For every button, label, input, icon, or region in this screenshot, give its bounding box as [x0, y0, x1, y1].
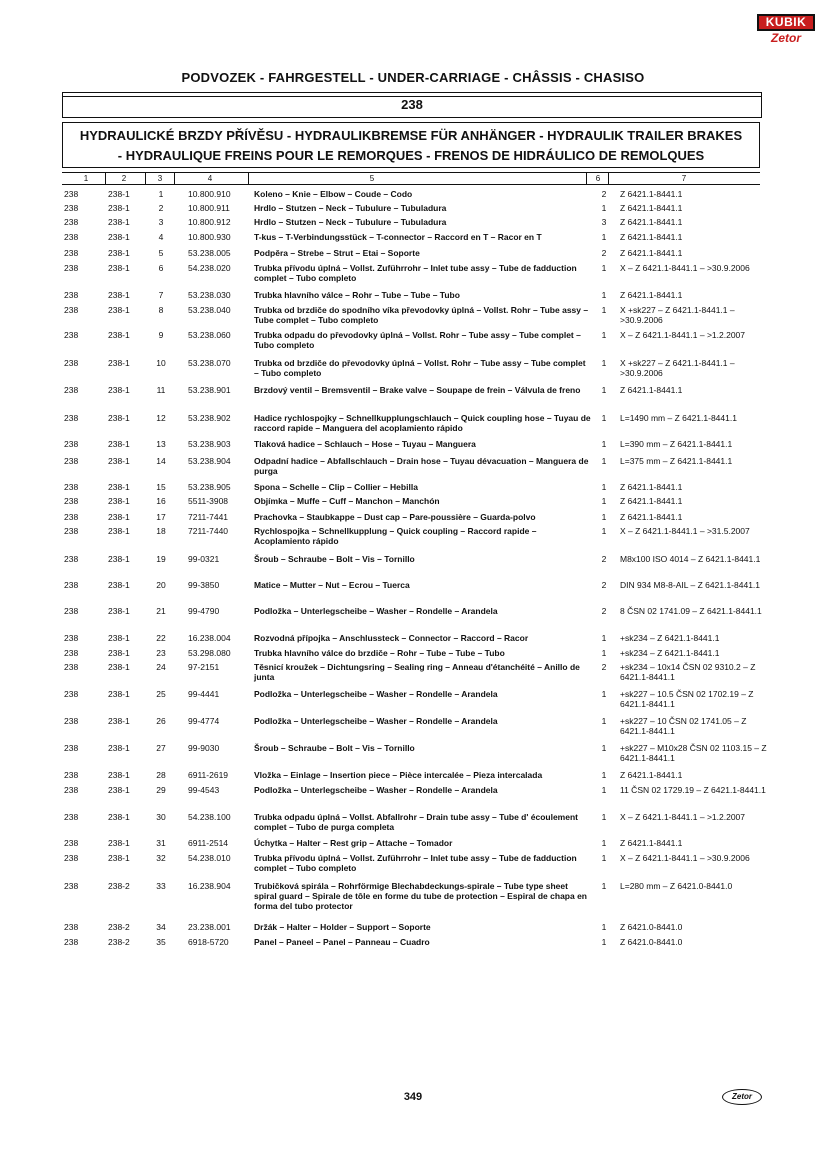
- cell-c5: Podložka – Unterlegscheibe – Washer – Rondelle – Arandela: [254, 716, 498, 726]
- cell-c3: 31: [156, 838, 166, 848]
- cell-c5: Trubka přívodu úplná – Vollst. Zuführrohr – Inlet tube assy – Tube de fadduction complet – Tubo completo: [254, 853, 577, 873]
- cell-c7: DIN 934 M8-8-AIL – Z 6421.1-8441.1: [620, 580, 761, 590]
- cell-c1: 238: [64, 203, 79, 213]
- cell-c5: Tlaková hadice – Schlauch – Hose – Tuyau – Manguera: [254, 439, 476, 449]
- cell-c4: 99-4543: [188, 785, 220, 795]
- cell-c3: 26: [156, 716, 166, 726]
- cell-c6: 1: [601, 305, 607, 315]
- cell-c5: Trubka přívodu úplná – Vollst. Zuführrohr – Inlet tube assy – Tube de fadduction complet – Tubo completo: [254, 263, 577, 283]
- cell-c7: Z 6421.1-8441.1: [620, 290, 683, 300]
- cell-c6: 2: [601, 580, 607, 590]
- column-header-2: 2: [121, 174, 127, 183]
- cell-c4: 16.238.904: [188, 881, 231, 891]
- column-header-4: 4: [207, 174, 213, 183]
- cell-c1: 238: [64, 385, 79, 395]
- cell-c1: 238: [64, 358, 79, 368]
- cell-c6: 2: [601, 554, 607, 564]
- cell-c2: 238-1: [108, 456, 130, 466]
- cell-c1: 238: [64, 785, 79, 795]
- cell-c7: Z 6421.0-8441.0: [620, 937, 683, 947]
- cell-c6: 1: [601, 385, 607, 395]
- cell-c2: 238-1: [108, 189, 130, 199]
- cell-c2: 238-2: [108, 937, 130, 947]
- cell-c3: 8: [158, 305, 164, 315]
- cell-c6: 1: [601, 648, 607, 658]
- cell-c7: Z 6421.1-8441.1: [620, 385, 683, 395]
- cell-c5: Brzdový ventil – Bremsventil – Brake valve – Soupape de frein – Válvula de freno: [254, 385, 581, 395]
- cell-c5: Koleno – Knie – Elbow – Coude – Codo: [254, 189, 413, 199]
- cell-c7: +sk234 – Z 6421.1-8441.1: [620, 648, 720, 658]
- cell-c3: 30: [156, 812, 166, 822]
- cell-c7: +sk227 – 10.5 ČSN 02 1702.19 – Z 6421.1-8441.1: [620, 689, 754, 709]
- cell-c7: L=375 mm – Z 6421.1-8441.1: [620, 456, 733, 466]
- cell-c6: 1: [601, 770, 607, 780]
- cell-c5: Vložka – Einlage – Insertion piece – Pièce intercalée – Pieza intercalada: [254, 770, 543, 780]
- cell-c1: 238: [64, 662, 79, 672]
- cell-c3: 19: [156, 554, 166, 564]
- cell-c4: 53.238.905: [188, 482, 231, 492]
- cell-c3: 12: [156, 413, 166, 423]
- cell-c3: 2: [158, 203, 164, 213]
- cell-c6: 1: [601, 633, 607, 643]
- cell-c5: Hrdlo – Stutzen – Neck – Tubulure – Tubuladura: [254, 217, 447, 227]
- section-label: 238: [401, 97, 423, 112]
- cell-c1: 238: [64, 853, 79, 863]
- cell-c5: Šroub – Schraube – Bolt – Vis – Tornillo: [254, 743, 415, 753]
- cell-c5: T-kus – T-Verbindungsstück – T-connector – Raccord en T – Racor en T: [254, 232, 542, 242]
- cell-c7: +sk234 – 10x14 ČSN 02 9310.2 – Z 6421.1-8441.1: [620, 662, 756, 682]
- cell-c4: 6911-2619: [188, 770, 229, 780]
- cell-c1: 238: [64, 716, 79, 726]
- cell-c7: Z 6421.1-8441.1: [620, 512, 683, 522]
- cell-c7: 8 ČSN 02 1741.09 – Z 6421.1-8441.1: [620, 606, 762, 616]
- cell-c5: Trubka hlavního válce do brzdiče – Rohr – Tube – Tube – Tubo: [254, 648, 505, 658]
- cell-c5: Matice – Mutter – Nut – Ecrou – Tuerca: [254, 580, 410, 590]
- cell-c2: 238-1: [108, 439, 130, 449]
- subtitle-line-1: HYDRAULICKÉ BRZDY PŘÍVĚSU - HYDRAULIKBREMSE FÜR ANHÄNGER - HYDRAULIK TRAILER BRAKES: [79, 128, 743, 143]
- cell-c7: Z 6421.1-8441.1: [620, 838, 683, 848]
- cell-c6: 1: [601, 358, 607, 368]
- cell-c4: 10.800.911: [188, 203, 230, 213]
- cell-c2: 238-1: [108, 648, 130, 658]
- cell-c5: Úchytka – Halter – Rest grip – Attache – Tomador: [254, 838, 453, 848]
- cell-c6: 1: [601, 456, 607, 466]
- cell-c3: 28: [156, 770, 166, 780]
- cell-c4: 99-9030: [188, 743, 220, 753]
- cell-c1: 238: [64, 248, 79, 258]
- cell-c1: 238: [64, 770, 79, 780]
- cell-c7: X – Z 6421.1-8441.1 – >1.2.2007: [620, 812, 746, 822]
- cell-c2: 238-1: [108, 785, 130, 795]
- cell-c1: 238: [64, 881, 79, 891]
- cell-c2: 238-1: [108, 633, 130, 643]
- cell-c6: 1: [601, 853, 607, 863]
- cell-c1: 238: [64, 512, 79, 522]
- cell-c4: 53.238.070: [188, 358, 231, 368]
- cell-c5: Objímka – Muffe – Cuff – Manchon – Manchón: [254, 496, 440, 506]
- cell-c4: 10.800.930: [188, 232, 231, 242]
- cell-c3: 22: [156, 633, 166, 643]
- cell-c1: 238: [64, 456, 79, 466]
- cell-c2: 238-1: [108, 689, 130, 699]
- cell-c1: 238: [64, 648, 79, 658]
- cell-c4: 7211-7441: [188, 512, 229, 522]
- cell-c6: 1: [601, 439, 607, 449]
- cell-c7: Z 6421.1-8441.1: [620, 189, 683, 199]
- cell-c4: 99-3850: [188, 580, 220, 590]
- cell-c6: 1: [601, 232, 607, 242]
- cell-c5: Podložka – Unterlegscheibe – Washer – Rondelle – Arandela: [254, 606, 498, 616]
- cell-c2: 238-1: [108, 263, 130, 273]
- cell-c6: 1: [601, 526, 607, 536]
- cell-c3: 1: [158, 189, 164, 199]
- cell-c2: 238-2: [108, 922, 130, 932]
- cell-c6: 1: [601, 716, 607, 726]
- cell-c4: 53.238.903: [188, 439, 231, 449]
- column-header-1: 1: [83, 174, 89, 183]
- cell-c3: 3: [158, 217, 164, 227]
- cell-c1: 238: [64, 305, 79, 315]
- cell-c5: Těsnicí kroužek – Dichtungsring – Sealing ring – Anneau d'étanchéité – Anillo de junta: [254, 662, 580, 682]
- cell-c5: Trubka odpadu do převodovky úplná – Vollst. Rohr – Tube assy – Tube complet – Tubo completo: [254, 330, 581, 350]
- cell-c6: 1: [601, 937, 607, 947]
- cell-c2: 238-1: [108, 305, 130, 315]
- cell-c3: 23: [156, 648, 166, 658]
- cell-c7: X +sk227 – Z 6421.1-8441.1 – >30.9.2006: [620, 358, 735, 378]
- cell-c4: 53.238.030: [188, 290, 231, 300]
- cell-c3: 6: [158, 263, 164, 273]
- cell-c7: X – Z 6421.1-8441.1 – >30.9.2006: [620, 263, 750, 273]
- cell-c2: 238-1: [108, 662, 130, 672]
- cell-c4: 99-4790: [188, 606, 220, 616]
- cell-c3: 4: [158, 232, 164, 242]
- cell-c4: 99-0321: [188, 554, 220, 564]
- subtitle-line-2: - HYDRAULIQUE FREINS POUR LE REMORQUES - FRENOS DE HIDRÁULICO DE REMOLQUES: [117, 148, 705, 163]
- cell-c1: 238: [64, 838, 79, 848]
- cell-c1: 238: [64, 290, 79, 300]
- cell-c3: 11: [156, 385, 166, 395]
- cell-c1: 238: [64, 217, 79, 227]
- cell-c2: 238-1: [108, 580, 130, 590]
- cell-c4: 16.238.004: [188, 633, 231, 643]
- cell-c4: 10.800.912: [188, 217, 231, 227]
- cell-c2: 238-1: [108, 385, 130, 395]
- section-number: [62, 92, 762, 118]
- zetor-footer-logo: Zetor: [722, 1089, 762, 1105]
- cell-c3: 7: [158, 290, 164, 300]
- zetor-logo-text: Zetor: [771, 31, 801, 45]
- cell-c5: Trubka od brzdiče do převodovky úplná – Vollst. Rohr – Tube assy – Tube complet – Tubo completo: [254, 358, 586, 378]
- cell-c5: Podložka – Unterlegscheibe – Washer – Rondelle – Arandela: [254, 785, 498, 795]
- cell-c2: 238-1: [108, 482, 130, 492]
- cell-c5: Šroub – Schraube – Bolt – Vis – Tornillo: [254, 554, 415, 564]
- cell-c6: 1: [601, 290, 607, 300]
- cell-c2: 238-2: [108, 881, 130, 891]
- cell-c7: +sk227 – 10 ČSN 02 1741.05 – Z 6421.1-8441.1: [620, 716, 747, 736]
- cell-c7: Z 6421.1-8441.1: [620, 482, 683, 492]
- cell-c1: 238: [64, 496, 79, 506]
- cell-c3: 20: [156, 580, 166, 590]
- cell-c6: 1: [601, 812, 607, 822]
- cell-c2: 238-1: [108, 606, 130, 616]
- cell-c3: 27: [156, 743, 166, 753]
- cell-c7: X – Z 6421.1-8441.1 – >30.9.2006: [620, 853, 750, 863]
- cell-c6: 1: [601, 922, 607, 932]
- cell-c1: 238: [64, 413, 79, 423]
- cell-c1: 238: [64, 633, 79, 643]
- cell-c7: 11 ČSN 02 1729.19 – Z 6421.1-8441.1: [620, 785, 766, 795]
- cell-c7: L=390 mm – Z 6421.1-8441.1: [620, 439, 733, 449]
- cell-c4: 53.238.060: [188, 330, 231, 340]
- cell-c1: 238: [64, 580, 79, 590]
- cell-c4: 54.238.020: [188, 263, 231, 273]
- cell-c7: L=280 mm – Z 6421.0-8441.0: [620, 881, 733, 891]
- cell-c3: 10: [156, 358, 166, 368]
- cell-c4: 53.238.904: [188, 456, 231, 466]
- cell-c4: 5511-3908: [188, 496, 229, 506]
- cell-c3: 16: [156, 496, 166, 506]
- cell-c5: Podpěra – Strebe – Strut – Etai – Soporte: [254, 248, 420, 258]
- cell-c6: 1: [601, 203, 607, 213]
- cell-c3: 15: [156, 482, 166, 492]
- cell-c1: 238: [64, 689, 79, 699]
- cell-c3: 5: [158, 248, 164, 258]
- cell-c7: Z 6421.1-8441.1: [620, 232, 683, 242]
- cell-c2: 238-1: [108, 554, 130, 564]
- cell-c2: 238-1: [108, 838, 130, 848]
- cell-c1: 238: [64, 330, 79, 340]
- cell-c3: 14: [156, 456, 166, 466]
- cell-c7: +sk234 – Z 6421.1-8441.1: [620, 633, 720, 643]
- cell-c3: 9: [158, 330, 164, 340]
- cell-c5: Odpadní hadice – Abfallschlauch – Drain hose – Tuyau dévacuation – Manguera de purga: [254, 456, 589, 476]
- cell-c5: Trubka od brzdiče do spodního víka převodovky úplná – Vollst. Rohr – Tube assy – Tube complet – Tubo completo: [254, 305, 589, 325]
- cell-c4: 99-4441: [188, 689, 220, 699]
- cell-c1: 238: [64, 606, 79, 616]
- cell-c3: 25: [156, 689, 166, 699]
- cell-c2: 238-1: [108, 413, 130, 423]
- cell-c4: 6911-2514: [188, 838, 229, 848]
- kubik-logo-text: KUBIK: [757, 14, 815, 31]
- cell-c2: 238-1: [108, 770, 130, 780]
- cell-c4: 23.238.001: [188, 922, 231, 932]
- cell-c3: 29: [156, 785, 166, 795]
- cell-c7: Z 6421.1-8441.1: [620, 496, 683, 506]
- cell-c3: 21: [156, 606, 166, 616]
- cell-c6: 1: [601, 263, 607, 273]
- cell-c3: 18: [156, 526, 166, 536]
- cell-c6: 1: [601, 689, 607, 699]
- cell-c2: 238-1: [108, 232, 130, 242]
- column-header-7: 7: [681, 174, 687, 183]
- cell-c4: 10.800.910: [188, 189, 231, 199]
- cell-c7: M8x100 ISO 4014 – Z 6421.1-8441.1: [620, 554, 761, 564]
- page-title: PODVOZEK - FAHRGESTELL - UNDER-CARRIAGE - CHÂSSIS - CHASISO: [181, 70, 645, 85]
- cell-c5: Trubka hlavního válce – Rohr – Tube – Tube – Tubo: [254, 290, 460, 300]
- cell-c2: 238-1: [108, 853, 130, 863]
- cell-c6: 1: [601, 881, 607, 891]
- cell-c7: Z 6421.1-8441.1: [620, 217, 683, 227]
- cell-c1: 238: [64, 743, 79, 753]
- cell-c5: Prachovka – Staubkappe – Dust cap – Pare-poussière – Guarda-polvo: [254, 512, 536, 522]
- column-header-5: 5: [369, 174, 375, 183]
- cell-c2: 238-1: [108, 217, 130, 227]
- cell-c6: 1: [601, 743, 607, 753]
- column-header-6: 6: [595, 174, 601, 183]
- cell-c1: 238: [64, 232, 79, 242]
- cell-c4: 7211-7440: [188, 526, 229, 536]
- column-header-3: 3: [157, 174, 163, 183]
- page-number: 349: [403, 1091, 423, 1103]
- cell-c2: 238-1: [108, 496, 130, 506]
- cell-c5: Spona – Schelle – Clip – Collier – Hebilla: [254, 482, 418, 492]
- cell-c6: 1: [601, 482, 607, 492]
- cell-c3: 33: [156, 881, 166, 891]
- cell-c6: 1: [601, 512, 607, 522]
- cell-c4: 97-2151: [188, 662, 220, 672]
- cell-c3: 32: [156, 853, 166, 863]
- cell-c3: 24: [156, 662, 166, 672]
- cell-c2: 238-1: [108, 203, 130, 213]
- cell-c1: 238: [64, 922, 79, 932]
- cell-c2: 238-1: [108, 248, 130, 258]
- cell-c5: Hrdlo – Stutzen – Neck – Tubulure – Tubuladura: [254, 203, 447, 213]
- cell-c4: 53.238.005: [188, 248, 231, 258]
- cell-c6: 2: [601, 189, 607, 199]
- cell-c5: Trubičková spirála – Rohrförmige Blechabdeckungs-spirale – Tube type sheet spiral guard – Spirale de tôle en forme du tube de protection – Espiral de chapa en forma del tubo protector: [254, 881, 587, 911]
- cell-c4: 53.238.901: [188, 385, 231, 395]
- cell-c1: 238: [64, 263, 79, 273]
- cell-c6: 2: [601, 662, 607, 672]
- cell-c7: L=1490 mm – Z 6421.1-8441.1: [620, 413, 737, 423]
- cell-c7: Z 6421.0-8441.0: [620, 922, 683, 932]
- cell-c4: 54.238.100: [188, 812, 231, 822]
- cell-c5: Rychlospojka – Schnellkupplung – Quick coupling – Raccord rapide – Acoplamiento rápido: [254, 526, 537, 546]
- cell-c6: 1: [601, 330, 607, 340]
- cell-c1: 238: [64, 554, 79, 564]
- cell-c5: Držák – Halter – Holder – Support – Soporte: [254, 922, 431, 932]
- cell-c4: 53.238.902: [188, 413, 231, 423]
- cell-c1: 238: [64, 526, 79, 536]
- section-subtitle: [62, 122, 760, 168]
- cell-c1: 238: [64, 482, 79, 492]
- cell-c2: 238-1: [108, 512, 130, 522]
- cell-c7: Z 6421.1-8441.1: [620, 203, 683, 213]
- cell-c5: Rozvodná přípojka – Anschlussteck – Connector – Raccord – Racor: [254, 633, 529, 643]
- cell-c6: 3: [601, 217, 607, 227]
- cell-c2: 238-1: [108, 358, 130, 368]
- cell-c7: Z 6421.1-8441.1: [620, 770, 683, 780]
- cell-c1: 238: [64, 812, 79, 822]
- cell-c2: 238-1: [108, 743, 130, 753]
- cell-c3: 34: [156, 922, 166, 932]
- cell-c6: 2: [601, 606, 607, 616]
- cell-c6: 2: [601, 248, 607, 258]
- cell-c2: 238-1: [108, 330, 130, 340]
- cell-c4: 53.298.080: [188, 648, 231, 658]
- cell-c4: 99-4774: [188, 716, 220, 726]
- table-column-header: [62, 172, 760, 185]
- cell-c2: 238-1: [108, 716, 130, 726]
- cell-c2: 238-1: [108, 290, 130, 300]
- cell-c5: Panel – Paneel – Panel – Panneau – Cuadro: [254, 937, 430, 947]
- cell-c3: 13: [156, 439, 166, 449]
- cell-c7: Z 6421.1-8441.1: [620, 248, 683, 258]
- cell-c4: 6918-5720: [188, 937, 229, 947]
- cell-c3: 35: [156, 937, 166, 947]
- cell-c5: Podložka – Unterlegscheibe – Washer – Rondelle – Arandela: [254, 689, 498, 699]
- cell-c6: 1: [601, 413, 607, 423]
- cell-c7: X – Z 6421.1-8441.1 – >1.2.2007: [620, 330, 746, 340]
- cell-c1: 238: [64, 439, 79, 449]
- cell-c7: X +sk227 – Z 6421.1-8441.1 – >30.9.2006: [620, 305, 735, 325]
- cell-c2: 238-1: [108, 526, 130, 536]
- cell-c1: 238: [64, 189, 79, 199]
- cell-c6: 1: [601, 785, 607, 795]
- cell-c7: +sk227 – M10x28 ČSN 02 1103.15 – Z 6421.1-8441.1: [620, 743, 767, 763]
- cell-c2: 238-1: [108, 812, 130, 822]
- cell-c5: Trubka odpadu úplná – Vollst. Abfallrohr – Drain tube assy – Tube d' écoulement complet – Tubo de purga completa: [254, 812, 578, 832]
- cell-c6: 1: [601, 496, 607, 506]
- cell-c7: X – Z 6421.1-8441.1 – >31.5.2007: [620, 526, 750, 536]
- cell-c6: 1: [601, 838, 607, 848]
- cell-c1: 238: [64, 937, 79, 947]
- cell-c4: 54.238.010: [188, 853, 231, 863]
- cell-c4: 53.238.040: [188, 305, 231, 315]
- cell-c5: Hadice rychlospojky – Schnellkupplungschlauch – Quick coupling hose – Tuyau de raccord rapide – Manguera del acoplamiento rápido: [254, 413, 591, 433]
- kubik-zetor-logo: [757, 14, 815, 44]
- cell-c3: 17: [156, 512, 166, 522]
